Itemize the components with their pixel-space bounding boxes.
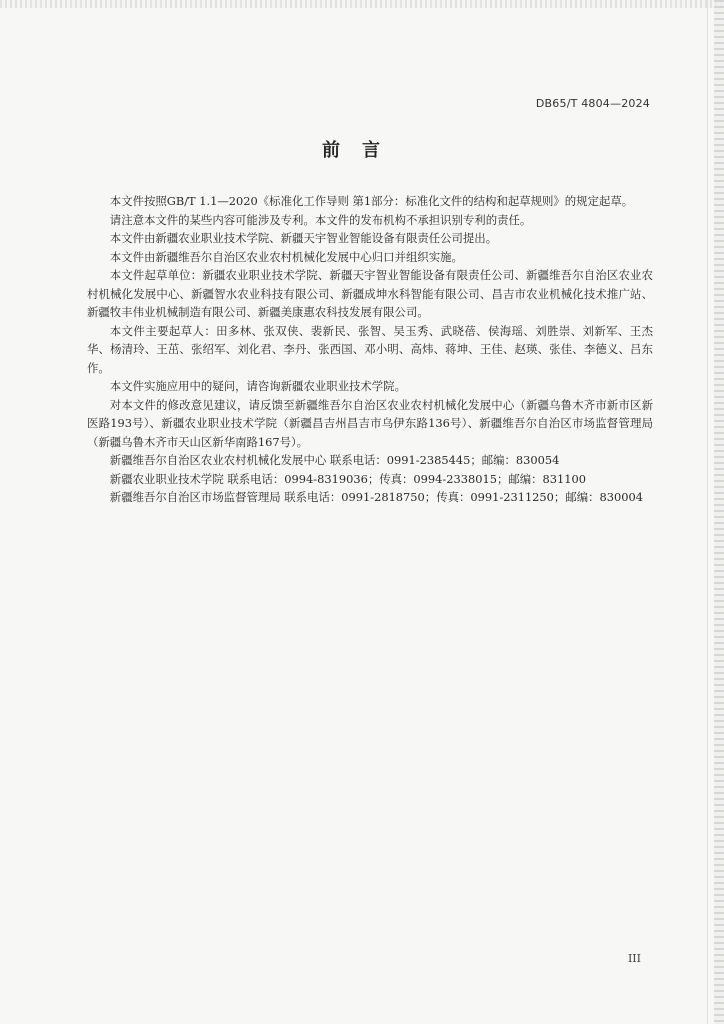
document-code: DB65/T 4804—2024 xyxy=(535,97,650,110)
contact-line-college: 新疆农业职业技术学院 联系电话：0994-8319036；传真：0994-2338015；邮编：831100 xyxy=(109,471,587,486)
paragraph-inquiry: 本文件实施应用中的疑问，请咨询新疆农业职业技术学院。 xyxy=(109,379,406,393)
page-number: III xyxy=(627,952,641,965)
paragraph-administrator: 本文件由新疆维吾尔自治区农业农村机械化发展中心归口并组织实施。 xyxy=(109,249,463,264)
contact-line-market-bureau: 新疆维吾尔自治区市场监督管理局 联系电话：0991-2818750；传真：0991-2311250；邮编：830004 xyxy=(109,490,643,504)
paragraph-drafters: 本文件主要起草人：田多林、张双侠、裴新民、张智、吴玉秀、武晓蓓、侯海瑶、刘胜崇、刘新军、王杰华、杨清玲、王茁、张绍军、刘化君、李丹、张西国、邓小明、高炜、蒋坤、王佳、赵瑛、张佳、李德义、吕东作。 xyxy=(87,323,653,375)
scan-artifact-top xyxy=(0,0,724,8)
page-title: 前言 xyxy=(322,140,402,161)
contact-line-mechanization-center: 新疆维吾尔自治区农业农村机械化发展中心 联系电话：0991-2385445；邮编：830054 xyxy=(109,453,560,467)
paragraph-drafting-units: 本文件起草单位：新疆农业职业技术学院、新疆天宇智业智能设备有限责任公司、新疆维吾尔自治区农业农村机械化发展中心、新疆智水农业科技有限公司、新疆成坤水科智能有限公司、昌吉市农业机械化技术推广站、新疆牧丰伟业机械制造有限公司、新疆美康惠农科技发展有限公司。 xyxy=(87,268,653,319)
paragraph-patent-notice: 请注意本文件的某些内容可能涉及专利。本文件的发布机构不承担识别专利的责任。 xyxy=(109,212,532,227)
paragraph-feedback: 对本文件的修改意见建议，请反馈至新疆维吾尔自治区农业农村机械化发展中心（新疆乌鲁木齐市新市区新医路193号）、新疆农业职业技术学院（新疆昌吉州昌吉市乌伊东路136号）、新疆维吾尔自治区市场监督管理局（新疆乌鲁木齐市天山区新华南路167号）。 xyxy=(87,397,653,449)
paragraph-drafting-rules: 本文件按照GB/T 1.1—2020《标准化工作导则 第1部分：标准化文件的结构和起草规则》的规定起草。 xyxy=(109,194,634,208)
document-body xyxy=(87,192,653,507)
paragraph-proposer: 本文件由新疆农业职业技术学院、新疆天宇智业智能设备有限责任公司提出。 xyxy=(109,231,498,245)
